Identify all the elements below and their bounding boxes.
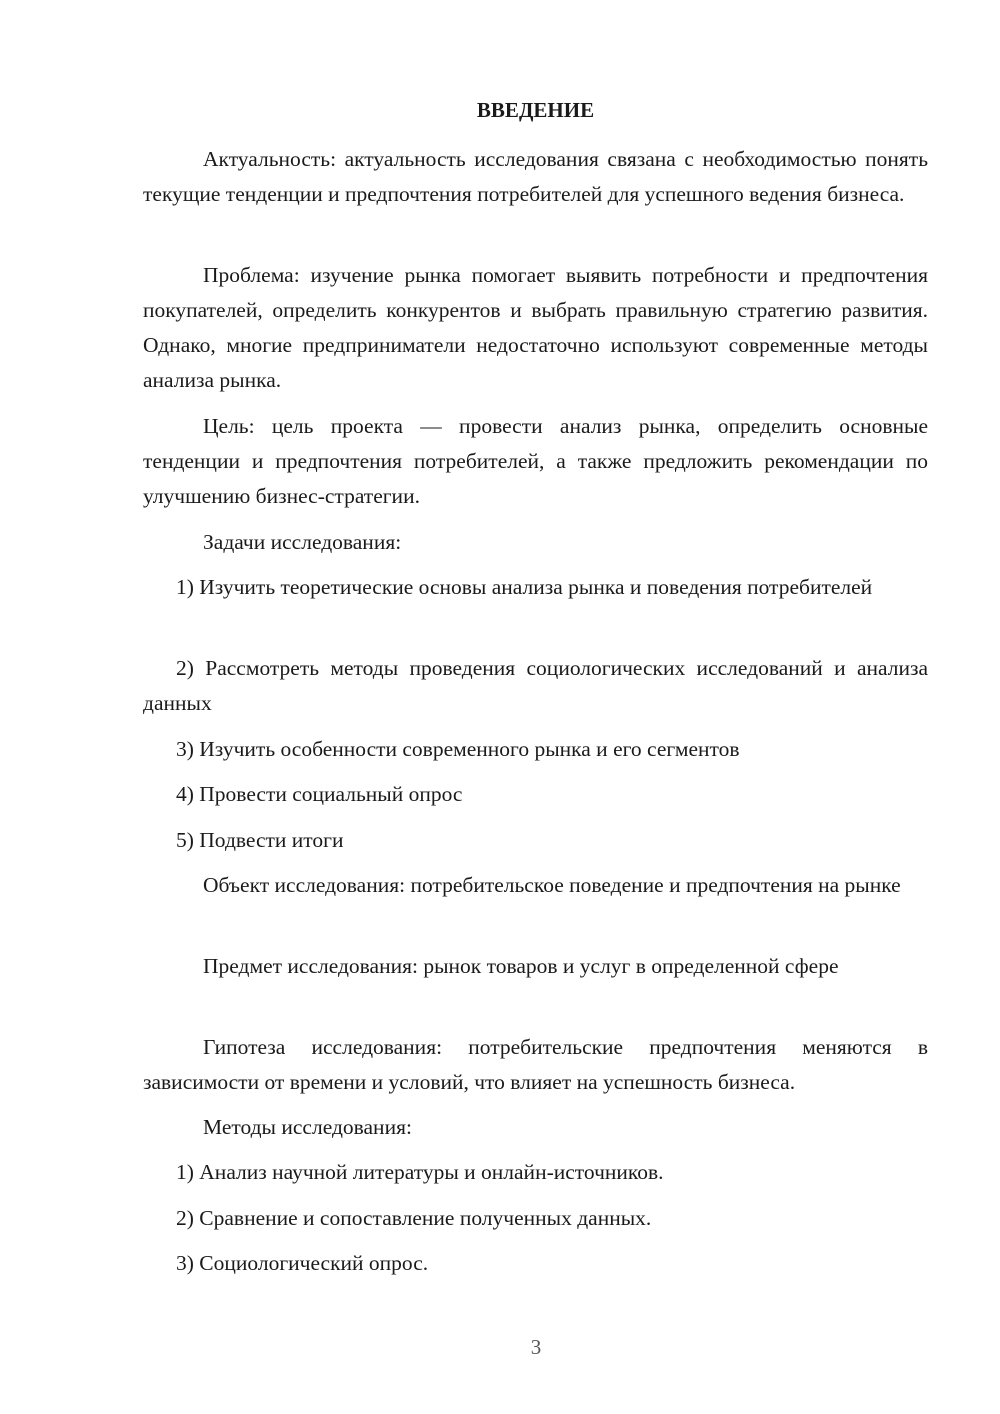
list-item-task-1: 1) Изучить теоретические основы анализа рынка и поведения потребителей <box>176 575 873 599</box>
list-item-method-2: 2) Сравнение и сопоставление полученных данных. <box>176 1206 652 1230</box>
page-number: 3 <box>530 1335 542 1359</box>
paragraph-relevance: Актуальность: актуальность исследования связана с необходимостью понять текущие тенденции и предпочтения потребителей для успешного ведения бизнеса. <box>143 147 928 206</box>
paragraph-subject: Предмет исследования: рынок товаров и услуг в определенной сфере <box>203 954 839 978</box>
paragraph-goal: Цель: цель проекта — провести анализ рынка, определить основные тенденции и предпочтения потребителей, а также предложить рекомендации по улучшению бизнес-стратегии. <box>143 414 928 508</box>
list-item-task-5: 5) Подвести итоги <box>176 828 344 852</box>
list-item-method-1: 1) Анализ научной литературы и онлайн-источников. <box>176 1160 664 1184</box>
list-item-method-3: 3) Социологический опрос. <box>176 1251 429 1275</box>
list-item-task-4: 4) Провести социальный опрос <box>176 782 463 806</box>
paragraph-object: Объект исследования: потребительское поведение и предпочтения на рынке <box>203 873 901 897</box>
list-item-task-2: 2) Рассмотреть методы проведения социологических исследований и анализа данных <box>143 656 928 715</box>
page-title: ВВЕДЕНИЕ <box>476 98 595 122</box>
paragraph-tasks-heading: Задачи исследования: <box>203 530 402 554</box>
paragraph-problem: Проблема: изучение рынка помогает выявить потребности и предпочтения покупателей, определить конкурентов и выбрать правильную стратегию развития. Однако, многие предприниматели недостаточно используют современные методы анализа рынка. <box>143 263 928 392</box>
paragraph-hypothesis: Гипотеза исследования: потребительские предпочтения меняются в зависимости от времени и условий, что влияет на успешность бизнеса. <box>143 1035 928 1094</box>
list-item-task-3: 3) Изучить особенности современного рынка и его сегментов <box>176 737 740 761</box>
paragraph-methods-heading: Методы исследования: <box>203 1115 412 1139</box>
